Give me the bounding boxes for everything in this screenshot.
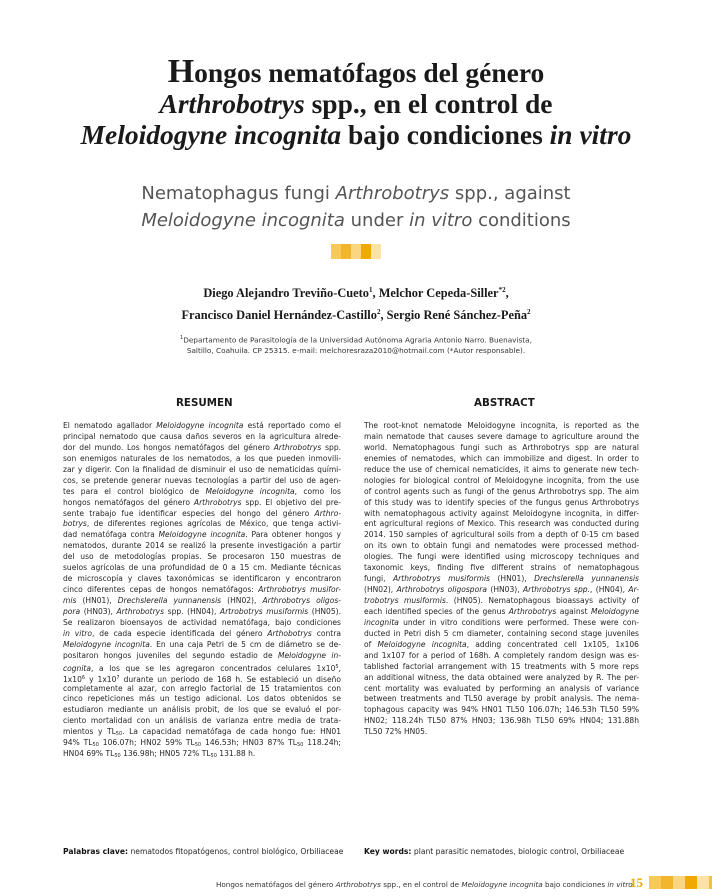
italic-term: cognita [63,663,92,673]
running-footer [216,880,633,889]
italic-term: Meloidogyne incognita [158,530,246,540]
abstract-line: and 1x107 for a period of 168h. A completely random design was es- [364,650,639,660]
author-name: Diego Alejandro Treviño-Cueto [203,286,369,301]
resumen-line: mientos y $TL_{50}$. La capacidad nematófaga de cada hongo fue: HN01 [63,727,341,738]
abstract-line: with nematophagous activity against Meloidogyne incognita, in differ- [364,508,639,518]
footer-species: Meloidogyne incognita [461,880,543,889]
deco-square [649,876,661,889]
resumen-line: $1x10^6$ y $1x10^7$ durante un periodo de 168 h. Se estableció un diseño [63,674,341,684]
keywords-label: Palabras clave: [63,847,129,856]
resumen-line: HN04 69% $TL_{50}$ 136.98h; HN05 72% $TL_{50}$ 131.88 h. [63,749,256,760]
italic-term: Drechslerella yunnanensis [534,574,639,584]
italic-term: Meloidogyne incognita [205,486,295,496]
author-affil-mark: 1 [369,286,373,294]
italic-term: Meloidogyne in- [277,650,341,660]
footer-invitro: in vitro [607,880,633,889]
script-text: 50 [296,742,304,749]
script-text: 50 [114,753,121,760]
footer-part: spp., en el control de [380,880,462,889]
title-line1: ongos nematófagos del género [194,57,545,88]
abstract-line: TL50 72% HN05. [364,727,428,737]
abstract-line: between treatments and TL50 average by probit analysis. The nema- [364,694,639,704]
resumen-line: ciento mortalidad con un análisis de varianza entre media de trata- [63,716,341,726]
resumen-line: principal nematodo que causa daños severos en la agricultura alrede- [63,431,341,441]
italic-term: Arthrobotrys [193,497,242,507]
abstract-line: reduce the use of chemical nematicides, it aims to generate new tech- [364,464,639,474]
abstract-line: tophagous capacity was 94% HN01 TL50 106.07h; 146.53h TL50 59% [364,705,639,715]
abstract-line: ent agricultural regions of Mexico. This research was conducted during [364,519,639,529]
script-text: 50 [210,753,217,760]
resumen-line: dor del mundo. Los hongos nematófagos del género Arthrobotrys spp. [63,442,342,452]
abstract-line: of Meloidogyne incognita, adding concentrated cell 1x105, 1x106 [364,639,639,649]
resumen-line: pora (HN03), Arthrobotrys spp. (HN04), Artrobotrys musiformis (HN05). [63,606,341,616]
title-species: Meloidogyne incognita [80,119,342,150]
title-genus: Arthrobotrys [159,88,305,119]
subtitle-species: Meloidogyne incognita [141,210,345,231]
abstract-body [364,421,639,738]
italic-term: Meloidogyne incognita [63,639,150,649]
abstract-line: 2014. 150 samples of agricultural soils from a depth of 0-15 cm based [364,530,639,540]
resumen-line: Meloidogyne incognita. En una caja Petri de 5 cm de diámetro se de- [63,639,342,649]
abstract-line: enemies of nematodes, which can immobilize and digest. In order to [364,453,639,463]
deco-square [361,244,371,259]
resumen-line: cinco diferentes cepas de hongos nematófagos: Arthrobotrys musifor- [63,585,341,595]
title-decoration [331,244,381,259]
script-text: 50 [92,742,99,749]
abstract-line: on its own to obtain fungi and nematodes were processed method- [364,541,639,551]
resumen-line: 94% $TL_{50}$ 106.07h; HN02 59% $TL_{50}$ 146.53h; HN03 87% $TL_{50}$ 118.24h; [63,738,341,749]
abstract-line: nologies for biological control of Meloidogyne incognita, from the use [364,475,639,485]
script-text: 7 [116,674,120,681]
subtitle-genus: Arthrobotrys [335,183,450,204]
english-title [0,180,712,234]
keywords-label: Key words: [364,847,412,856]
deco-square [371,244,381,259]
resumen-line: El nematodo agallador Meloidogyne incognita está reportado como el [63,421,341,430]
resumen-line: son enemigos naturales de los nematodos, a los que pueden inmovili- [63,453,341,463]
subtitle-invitro: in vitro [409,210,473,231]
italic-term: Meloidogyne [590,606,639,616]
deco-square [351,244,361,259]
deco-square [331,244,341,259]
abstract-line: taxonomic keys, finding five different strains of nematophagous [364,563,639,573]
affiliation-line: Saltillo, Coahuila. CP 25315. e-mail: melchoresraza2010@hotmail.com (*Autor responsable). [186,346,526,356]
title-invitro: in vitro [549,119,632,150]
abstract-line: main nematode that causes severe damage to agriculture around the [364,431,639,441]
footer-part: bajo condiciones [542,880,608,889]
author-affil-mark: 2 [376,308,381,317]
abstract-line: ducted in Petri dish 5 cm diameter, containing second stage juveniles [364,628,639,638]
italic-term: incognita [364,617,399,627]
footer-decoration [649,876,712,889]
resumen-line: mis (HN01), Drechslerella yunnanensis (HN02), Arthrobotrys oligos- [63,596,341,605]
deco-square [685,876,697,889]
italic-term: Arthrobotrys [508,606,557,616]
resumen-heading: RESUMEN [176,397,233,409]
affiliation-line: Departamento de Parasitología de la Universidad Autónoma Agraria Antonio Narro. Buenavista, [183,335,532,345]
resumen-line: in vitro, de cada especie identificada del género Arthobotrys contra [63,628,341,638]
footer-genus: Arthrobotrys [335,880,381,889]
author-name: Francisco Daniel Hernández-Castillo [181,308,377,323]
resumen-line: sente trabajo fue identificar especies del hongo del género Arthro- [63,508,341,518]
subtitle-part: Nematophagus fungi [141,183,336,204]
author-separator: , [505,286,509,301]
page-number: 15 [630,875,643,890]
title-line3: bajo condiciones [341,119,550,150]
author-list [0,281,712,325]
italic-term: mis [63,596,77,605]
resumen-line: positaron hongos juveniles del segundo estadio de Meloidogyne in- [63,650,341,660]
title-initial: H [167,53,195,90]
deco-square [697,876,709,889]
keywords-text: plant parasitic nematodes, biologic control, Orbiliaceae [411,847,625,856]
resumen-line: suelos agrícolas de una profundidad de 0 a 15 cm. Mediante técnicas [63,563,341,573]
script-text: 5 [335,663,339,670]
palabras-clave [63,847,343,856]
italic-term: botrys [63,519,87,529]
abstract-line: incognita under in vitro conditions were performed. These were con- [364,617,639,627]
script-text: 6 [81,674,86,681]
italic-term: Meloidogyne incognita [156,421,244,430]
resumen-line: cinco repeticiones más un testigo adicional. Los datos obtenidos se [63,694,341,704]
italic-term: in vitro [63,628,93,638]
abstract-line: world. Nematophagous fungi such as Arthrobotrys spp are natural [364,442,639,452]
abstract-line: fungi, Arthrobotrys musiformis (HN01), Drechslerella yunnanensis [364,574,639,584]
italic-term: Arthrobotrys musiformis [393,574,490,584]
subtitle-part: spp., against [449,183,571,204]
abstract-line: of control agents such as fungi of the genus Arthrobotrys spp. The aim [364,486,639,496]
italic-term: Arthro- [314,508,341,518]
deco-square [673,876,685,889]
resumen-line: cognita, a los que se les agregaron concentrados celulares $1x10^5$, [63,663,341,673]
resumen-line: de microscopía y claves taxonómicas se identificaron y encontraron [63,574,341,584]
resumen-line: dad nematófaga contra Meloidogyne incognita. Para obtener hongos y [63,530,341,540]
resumen-line: estudiaron mediante un análisis probit, de los que se evaluó el por- [63,705,341,715]
author-affil-mark: 2 [527,308,531,317]
article-title [0,53,712,150]
title-line2: spp., en el control de [304,88,553,119]
affiliation [0,333,712,356]
key-words [364,847,624,856]
resumen-line: tes para el control biológico de Meloidogyne incognita, como los [63,486,341,496]
italic-term: Ar- [628,585,639,595]
resumen-line: botrys, de diferentes regiones agrícolas de México, que tenga activi- [63,519,341,529]
italic-term: Drechslerella yunnanensis [117,596,222,605]
resumen-line: completamente al azar, con arreglo factorial de 15 tratamientos con [63,683,341,693]
footer-part: Hongos nematófagos del género [216,880,336,889]
resumen-line: del uso de metodologías propias. Se procesaron 150 muestras de [63,552,341,562]
abstract-line: cent mortality was evaluated by performing an analysis of variance [364,683,639,693]
italic-term: Arthrobotrys [116,606,165,616]
abstract-line: HN02; 118.24h TL50 87% HN03; 136.98h TL50 69% HN04; 131.88h [364,716,639,726]
italic-term: Arthrobotrys spp. [523,585,590,595]
author-affil-mark: *2 [498,286,506,294]
italic-term: Arthrobotrys oligospora [396,585,487,595]
subtitle-part: under [344,210,410,231]
script-text: 50 [194,742,202,749]
abstract-heading: ABSTRACT [474,397,535,409]
affiliation-mark: 1 [180,335,184,341]
italic-term: Arthrobotrys [273,442,322,452]
abstract-line: (HN02), Arthrobotrys oligospora (HN03), Arthrobotrys spp., (HN04), Ar- [364,585,639,595]
resumen-line: cos, se pretende generar nuevas tecnologías a partir del uso de agen- [63,475,341,485]
author-name: , Sergio René Sánchez-Peña [380,308,528,323]
resumen-line: zar y digerir. Con la finalidad de disminuir el uso de nematicidas quími- [63,464,341,474]
italic-term: Arthobotrys [267,628,312,638]
abstract-line: of this study was to identify species of the fungus genus Arthrobotrys [364,497,639,507]
abstract-line: tablished factorial arrangement with 15 treatments with 5 more reps [364,661,639,671]
script-text: 50 [115,731,123,738]
abstract-line: trobotrys musiformis. (HN05). Nematophagous bioassays activity of [364,596,639,605]
italic-term: Arthrobotrys oligos- [262,596,341,605]
resumen-line: nematodos, durante 2014 se realizó la presente investigación a partir [63,541,341,551]
abstract-line: The root-knot nematode Meloidogyne incognita, is reported as the [364,421,639,430]
resumen-line: hongos nematófagos del género Arthrobotrys spp. El objetivo del pre- [63,497,341,507]
author-name: , Melchor Cepeda-Siller [372,286,499,301]
italic-term: pora [63,606,81,616]
abstract-line: each identified species of the genus Arthrobotrys against Meloidogyne [364,606,639,616]
deco-square [661,876,673,889]
italic-term: Arthrobotrys musifor- [258,585,341,595]
keywords-text: nematodos fitopatógenos, control biológico, Orbiliaceae [128,847,344,856]
italic-term: trobotrys musiformis [364,596,446,605]
abstract-line: ologies. The fungi were identified using microscopy techniques and [364,552,639,562]
subtitle-part: conditions [472,210,571,231]
abstract-line: an additional witness, the data obtained were analyzed by R. The per- [364,672,639,682]
italic-term: Meloidogyne incognita [377,639,467,649]
italic-term: Artrobotrys musiformis [219,606,309,616]
resumen-line: Se realizaron bioensayos de actividad nematófaga, bajo condiciones [63,617,341,627]
resumen-body [63,421,341,760]
deco-square [341,244,351,259]
